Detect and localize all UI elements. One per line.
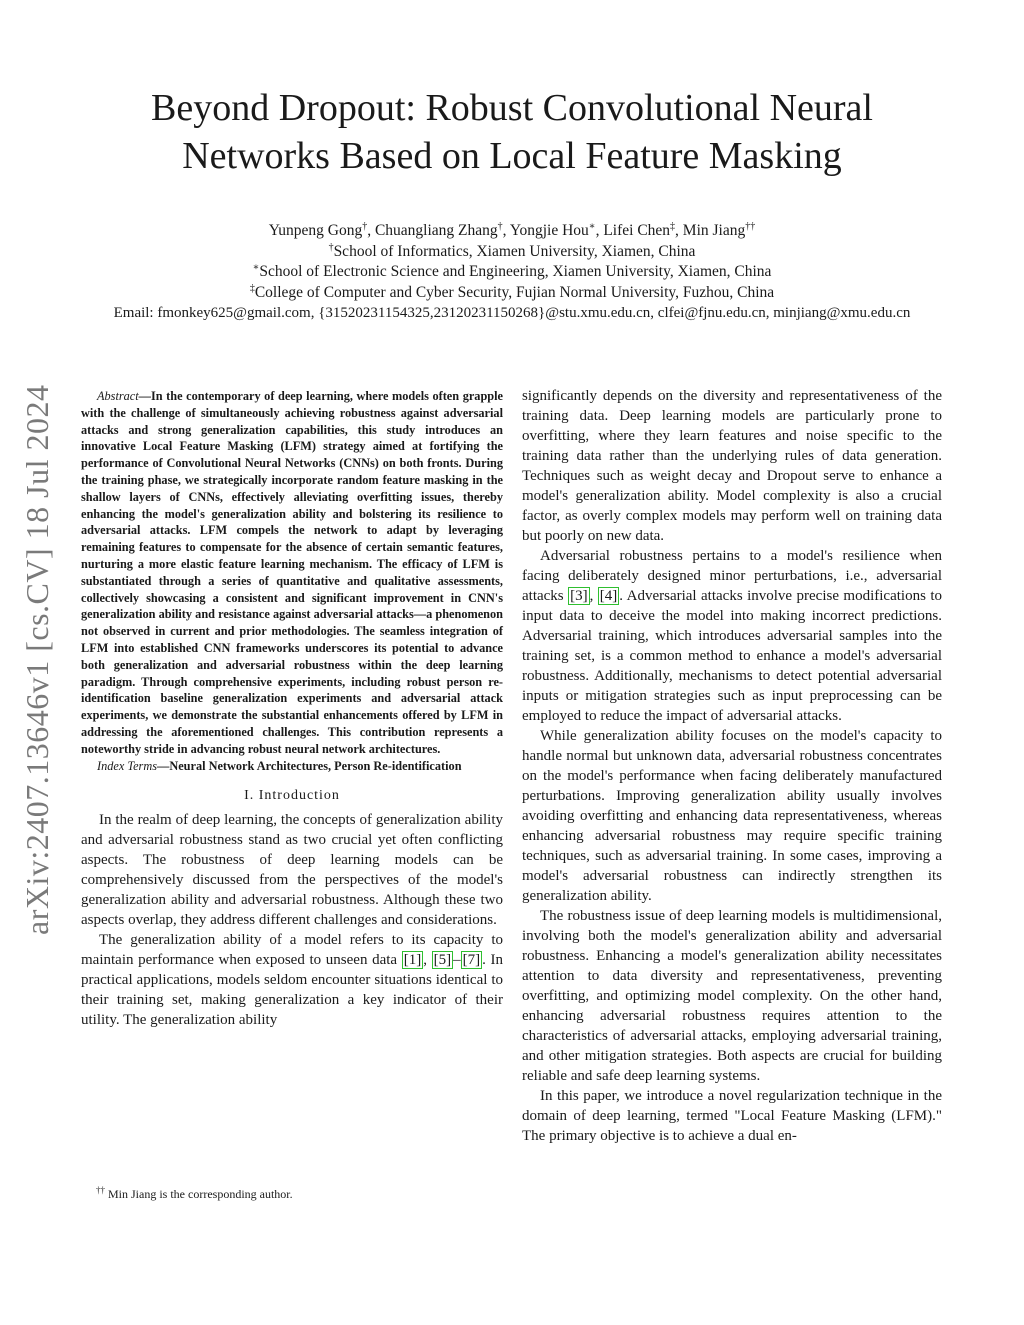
footnote [96,1185,293,1202]
paragraph-text: The generalization ability of a model refers to its capacity to maintain performance when exposed to unseen data [81,932,503,969]
citation-link[interactable]: [5] [433,952,452,969]
paragraph [81,930,503,1030]
section-heading: I. Introduction [244,788,340,804]
author-name: Yongjie Hou [509,222,589,239]
paragraph-text: . In practical applications, models seldom encounter situations identical to their training set, making generalization a key indicator of their utility. The generalization ability [81,952,504,1029]
abstract-label: Abstract [97,389,139,403]
author-mark: ‡ [670,221,676,232]
paragraph-text: , [423,952,432,969]
affiliation [0,262,1024,283]
affiliation-mark: ‡ [249,282,255,294]
author-name: Chuangliang Zhang [374,222,498,239]
index-terms-text: —Neural Network Architectures, Person Re-identification [157,758,462,773]
left-column [81,388,503,1030]
index-terms-label: Index Terms [97,758,158,773]
abstract-text: —In the contemporary of deep learning, where models often grapple with the challenge of simultaneously achieving robustness against adversarial attacks and strong generalization capabilities, this study introduces an innovative Local Feature Masking (LFM) strategy aimed at fortifying the performance of Convolutional Neural Networks (CNNs) on both fronts. During the training phase, we strategically incorporate random feature masking in the shallow layers of CNNs, effectively alleviating overfitting issues, thereby enhancing the model's generalization ability and bolstering its resilience to adversarial attacks. LFM compels the network to adapt by leveraging remaining features to compensate for the absence of certain semantic features, nurturing a more elastic feature learning mechanism. The efficacy of LFM is substantiated through a series of quantitative and qualitative assessments, collectively showcasing a consistent and significant improvement in CNN's generalization ability and resistance against adversarial attacks—a phenomenon not observed in current and prior methodologies. The seamless integration of LFM into established CNN frameworks underscores its potential to advance both generalization and adversarial robustness within the deep learning paradigm. Through comprehensive experiments, including robust person re-identification baseline generalization experiments and adversarial attack experiments, we demonstrate the substantial enhancements offered by LFM in addressing the aforementioned challenges. This contribution represents a noteworthy stride in advancing robust neural network architectures. [81,389,503,756]
email-line: Email: fmonkey625@gmail.com, {31520231154325,23120231150268}@stu.xmu.edu.cn, clfei@fjnu.edu.cn, minjiang@xmu.edu.cn [113,305,911,321]
affiliation-text: School of Electronic Science and Engineering, Xiamen University, Xiamen, China [259,263,772,280]
author-mark: ∗ [588,221,596,232]
footnote-text: Min Jiang is the corresponding author. [108,1187,293,1201]
paragraph: significantly depends on the diversity and representativeness of the training data. Deep learning models are particularly prone to overfitting, where they learn features and noise specific to the training data rather than the underlying rules of data generation. Techniques such as weight decay and Dropout serve to enhance a model's generalization ability. Model complexity is also a crucial factor, as overly complex models may perform well on training data but poorly on new data. [522,388,942,544]
author-name: Min Jiang [682,222,746,239]
right-column [522,386,942,1146]
citation-dash: – [453,952,461,969]
affiliation [0,242,1024,263]
title-line-2: Networks Based on Local Feature Masking [182,135,842,177]
index-terms [81,758,503,775]
paragraph-text: . Adversarial attacks involve precise modifications to input data to deceive the model into making incorrect predictions. Adversarial training, which introduces adversarial samples into the training set, is a common method to enhance a model's adversarial robustness. Additionally, mechanisms to detect potential adversarial inputs or mitigation strategies such as input preprocessing can be employed to reduce the impact of adversarial attacks. [522,588,942,724]
author-name: Lifei Chen [603,222,671,239]
author-mark: † [497,221,503,232]
author-name: Yunpeng Gong [268,222,363,239]
title-line-1: Beyond Dropout: Robust Convolutional Neural [151,87,873,129]
paper-title [60,84,964,180]
citation-link[interactable]: [7] [462,952,481,969]
author-mark: † [362,221,368,232]
affiliation-text: School of Informatics, Xiamen University, Xiamen, China [333,242,696,260]
affiliation-mark: ∗ [252,262,260,273]
paragraph: In this paper, we introduce a novel regularization technique in the domain of deep learning, termed "Local Feature Masking (LFM)." The primary objective is to achieve a dual en- [522,1088,942,1144]
citation-link[interactable]: [3] [570,588,588,604]
citation-link[interactable]: [4] [599,588,618,604]
citation-link[interactable]: [1] [403,952,422,969]
paragraph: The robustness issue of deep learning models is multidimensional, involving both the model's generalization ability and adversarial robustness. Enhancing a model's generalization ability necessitates attention to data diversity and representativeness, preventing overfitting, and optimizing model complexity. On the other hand, enhancing adversarial robustness requires attention to the characteristics of adversarial attacks, employing adversarial training, and other mitigation strategies. Both aspects are crucial for building reliable and safe deep learning systems. [522,908,942,1084]
author-mark: †† [745,221,756,232]
paragraph: While generalization ability focuses on the model's capacity to handle normal but unknown data, adversarial robustness concentrates on the model's performance when facing deliberately manufactured perturbations. Improving generalization ability usually involves avoiding overfitting and enhancing data representativeness, whereas enhancing adversarial robustness may require specific training techniques, such as adversarial training. In some cases, improving a model's adversarial robustness can indirectly strengthen its generalization ability. [522,728,942,904]
paragraph: In the realm of deep learning, the concepts of generalization ability and adversarial robustness stand as two crucial yet often conflicting aspects. The robustness of deep learning models can be comprehensively discussed from the perspectives of the model's generalization ability and adversarial robustness. Although these two aspects overlap, they address different challenges and considerations. [81,812,503,929]
citation-separator: , [589,588,598,604]
author-block [0,221,1024,324]
arxiv-side-stamp: arXiv:2407.13646v1 [cs.CV] 18 Jul 2024 [19,384,55,935]
abstract [81,388,503,758]
affiliation-text: College of Computer and Cyber Security, Fujian Normal University, Fuzhou, China [254,283,775,301]
author-list: Yunpeng Gong†, Chuangliang Zhang†, Yongjie Hou∗, Lifei Chen‡, Min Jiang†† [268,221,756,239]
affiliation [0,283,1024,304]
footnote-mark: †† [96,1185,105,1195]
affiliation-mark: † [328,241,334,253]
paragraph [522,546,942,726]
paragraph-text: Adversarial robustness pertains to a model's resilience when facing deliberately designed minor perturbations, i.e., adversarial attacks [522,548,942,604]
